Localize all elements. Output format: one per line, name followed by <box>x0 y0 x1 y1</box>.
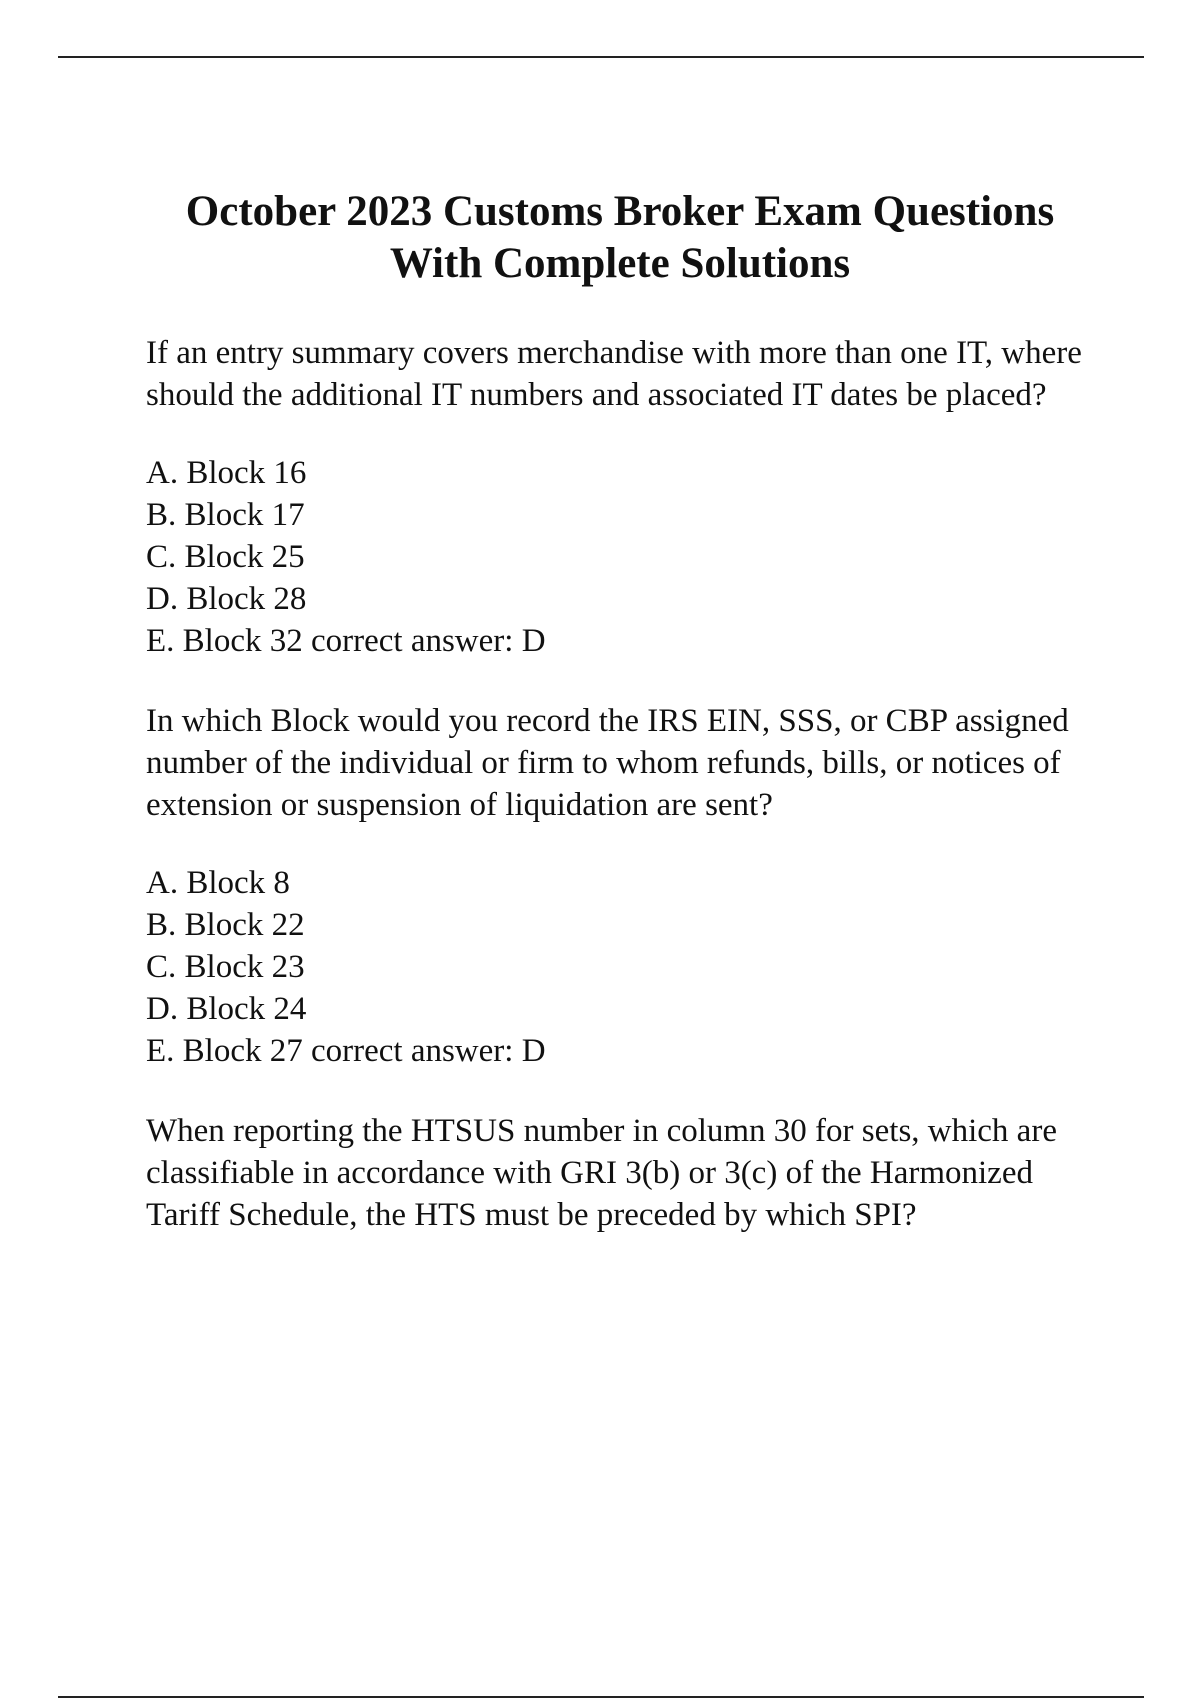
option-with-answer: E. Block 27 correct answer: D <box>146 1033 546 1069</box>
option: A. Block 8 <box>146 865 290 901</box>
option: D. Block 28 <box>146 581 307 617</box>
question-2 <box>146 700 1106 1072</box>
document-body <box>146 332 1106 1274</box>
bottom-divider <box>58 1696 1144 1698</box>
document-title <box>100 186 1140 290</box>
question-text: When reporting the HTSUS number in column 30 for sets, which are classifiable in accordance with GRI 3(b) or 3(c) of the Harmonized Tariff Schedule, the HTS must be preceded by which SPI? <box>146 1113 1057 1233</box>
option: C. Block 23 <box>146 949 305 985</box>
option-list <box>146 862 1106 1072</box>
top-divider <box>58 56 1144 58</box>
question-text: If an entry summary covers merchandise with more than one IT, where should the additional IT numbers and associated IT dates be placed? <box>146 335 1082 413</box>
option: A. Block 16 <box>146 455 307 491</box>
option: B. Block 17 <box>146 497 305 533</box>
question-text: In which Block would you record the IRS EIN, SSS, or CBP assigned number of the individual or firm to whom refunds, bills, or notices of extension or suspension of liquidation are sent? <box>146 703 1069 823</box>
option: B. Block 22 <box>146 907 305 943</box>
question-1 <box>146 332 1106 662</box>
question-3 <box>146 1110 1106 1236</box>
option: C. Block 25 <box>146 539 305 575</box>
title-line-2: With Complete Solutions <box>389 240 851 287</box>
option-list <box>146 452 1106 662</box>
title-line-1: October 2023 Customs Broker Exam Questions <box>185 188 1055 235</box>
option-with-answer: E. Block 32 correct answer: D <box>146 623 546 659</box>
option: D. Block 24 <box>146 991 307 1027</box>
